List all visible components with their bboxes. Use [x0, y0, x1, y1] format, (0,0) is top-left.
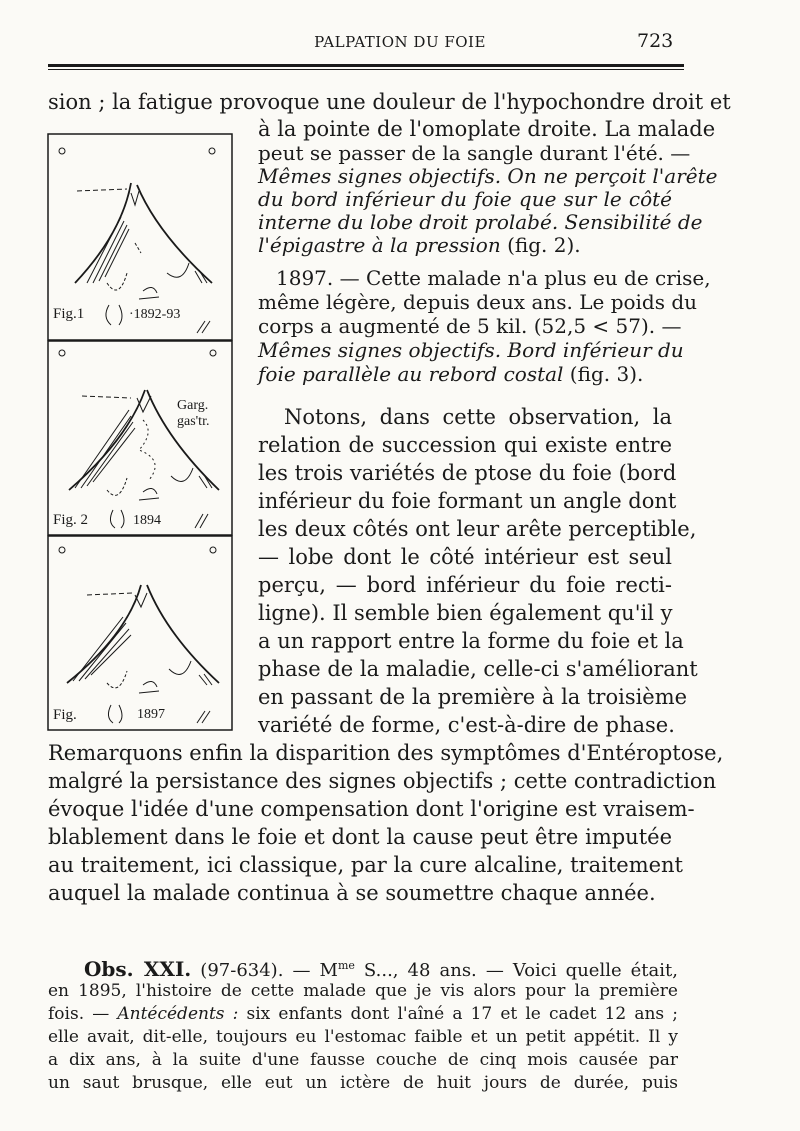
figure-2-label: Fig. 2 [53, 512, 89, 528]
text-line: elle avait, dit-elle, toujours eu l'estomac faible et un petit appétit. Il y [48, 1027, 678, 1047]
text-line: relation de succession qui existe entre [258, 433, 672, 457]
figure-3 [47, 535, 233, 731]
figure-1 [47, 133, 233, 341]
text-line [84, 954, 678, 983]
text-line: en 1895, l'histoire de cette malade que je vis alors pour la première [48, 981, 678, 1001]
obs-heading: Obs. XXI. [84, 957, 192, 981]
text-line: a un rapport entre la forme du foie et la [258, 629, 684, 653]
text-line: — lobe dont le côté intérieur est seul [258, 545, 672, 569]
text-line: du bord inférieur du foie que sur le côté [258, 187, 672, 211]
text-line: Mêmes signes objectifs. On ne perçoit l'arête [258, 164, 718, 188]
superscript: me [337, 959, 355, 972]
figure-3-date: 1897 [137, 707, 165, 722]
text-line: inférieur du foie formant un angle dont [258, 489, 677, 513]
text-line: auquel la malade continua à se soumettre chaque année. [48, 881, 656, 905]
italic-text: l'épigastre à la pression [258, 233, 501, 257]
figure-1-date: ·1892-93 [129, 307, 181, 322]
text-line: en passant de la première à la troisième [258, 685, 688, 709]
figure-2-annotation [177, 398, 209, 430]
italic-text: foie parallèle au rebord costal [258, 362, 564, 386]
text-line: Mêmes signes objectifs. Bord inférieur du [258, 338, 684, 362]
text-line: a dix ans, à la suite d'une fausse couche de cinq mois causée par [48, 1050, 678, 1070]
text-line [48, 1003, 678, 1025]
text-span: six enfants dont l'aîné a 17 et le cadet 12 ans ; [238, 1004, 678, 1024]
text-line [258, 233, 581, 257]
figure-2-drawing [47, 340, 233, 536]
text-line: sion ; la fatigue provoque une douleur de l'hypochondre droit et [48, 90, 731, 114]
text-line: à la pointe de l'omoplate droite. La malade [258, 117, 716, 141]
annotation-line: Garg. [177, 398, 209, 413]
annotation-line: gas'tr. [177, 414, 210, 429]
text-span: (97-634). — M [191, 960, 338, 981]
text-line: peut se passer de la sangle durant l'été. — [258, 141, 691, 165]
text-span: (fig. 3). [563, 362, 644, 386]
text-line: un saut brusque, elle eut un ictère de huit jours de durée, puis [48, 1073, 678, 1093]
figure-3-drawing [47, 535, 233, 731]
text-line: blablement dans le foie et dont la cause peut être imputée [48, 825, 672, 849]
page-number: 723 [637, 30, 674, 52]
italic-text: Antécédents : [117, 1004, 239, 1024]
text-line: Remarquons enfin la disparition des symptômes d'Entéroptose, [48, 741, 724, 765]
text-line: les trois variétés de ptose du foie (bord [258, 461, 677, 485]
text-span: (fig. 2). [500, 233, 581, 257]
text-line: ligne). Il semble bien également qu'il y [258, 601, 673, 625]
text-line: évoque l'idée d'une compensation dont l'origine est vraisem- [48, 797, 695, 821]
text-line: les deux côtés ont leur arête perceptible, [258, 517, 697, 541]
figure-1-label: Fig.1 [53, 306, 85, 322]
text-line: Notons, dans cette observation, la [284, 405, 672, 429]
text-span: fois. — [48, 1004, 118, 1024]
figure-3-label: Fig. [53, 707, 77, 723]
figure-2 [47, 340, 233, 536]
text-line: malgré la persistance des signes objectifs ; cette contradiction [48, 769, 717, 793]
text-line: corps a augmenté de 5 kil. (52,5 < 57). — [258, 314, 682, 338]
figure-2-date: 1894 [133, 513, 161, 528]
running-header: PALPATION DU FOIE [314, 33, 486, 51]
text-line: 1897. — Cette malade n'a plus eu de crise, [276, 266, 711, 290]
text-span: S..., 48 ans. — Voici quelle était, [354, 960, 678, 981]
text-line [258, 362, 643, 386]
text-line: même légère, depuis deux ans. Le poids du [258, 290, 698, 314]
text-line: phase de la maladie, celle-ci s'améliorant [258, 657, 698, 681]
header-rule [48, 64, 684, 67]
header-rule-thin [48, 69, 684, 70]
text-line: perçu, — bord inférieur du foie recti- [258, 573, 672, 597]
text-line: interne du lobe droit prolabé. Sensibilité de [258, 210, 703, 234]
text-line: variété de forme, c'est-à-dire de phase. [258, 713, 675, 737]
text-line: au traitement, ici classique, par la cure alcaline, traitement [48, 853, 683, 877]
